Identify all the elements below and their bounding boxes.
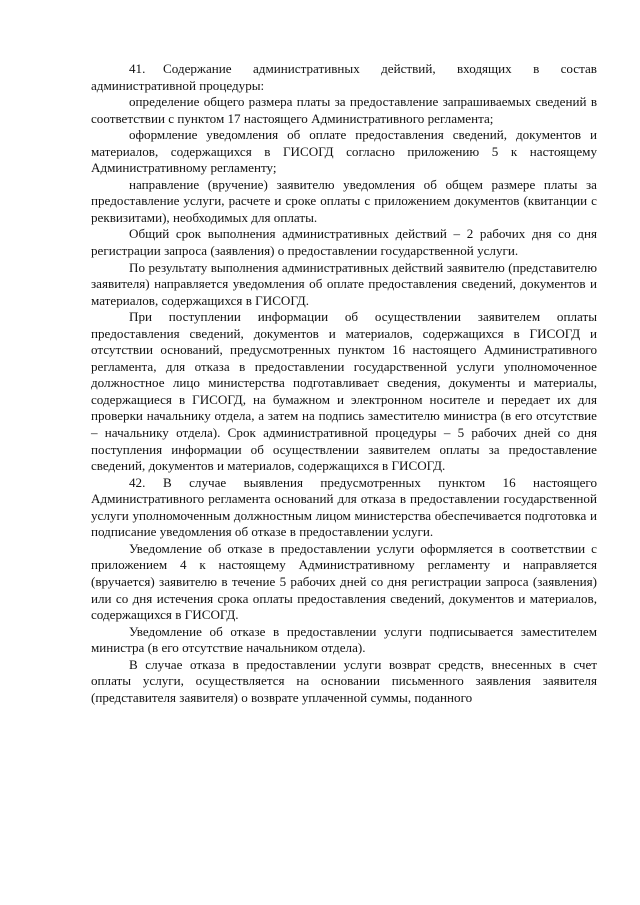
paragraph-text: В случае выявления предусмотренных пунктом 16 настоящего Административного регламента оснований для отказа в предоставлении государственной услуги уполномоченным должностным лицом министерства обеспечивается подготовка и подписание уведомления об отказе в предоставлении услуги. bbox=[91, 474, 597, 540]
paragraph: Общий срок выполнения административных действий – 2 рабочих дня со дня регистрации запроса (заявления) о предоставлении государственной услуги. bbox=[91, 226, 597, 259]
paragraph: направление (вручение) заявителю уведомления об общем размере платы за предоставление услуги, расчете и сроке оплаты с приложением документов (квитанции с реквизитами), необходимых для оплаты. bbox=[91, 176, 597, 225]
document-body bbox=[91, 61, 597, 706]
paragraph-42 bbox=[91, 475, 597, 541]
paragraph: Уведомление об отказе в предоставлении услуги оформляется в соответствии с приложением 4 к настоящему Административному регламенту и направляется (вручается) заявителю в течение 5 рабочих дней со дня регистрации запроса (заявления) или со дня истечения срока оплаты предоставления сведений, документов и материалов, содержащихся в ГИСОГД. bbox=[91, 540, 597, 623]
paragraph: оформление уведомления об оплате предоставления сведений, документов и материалов, содержащихся в ГИСОГД согласно приложению 5 к настоящему Административному регламенту; bbox=[91, 127, 597, 176]
paragraph-41 bbox=[91, 61, 597, 94]
paragraph: По результату выполнения административных действий заявителю (представителю заявителя) направляется уведомления об оплате предоставления сведений, документов и материалов, содержащихся в ГИСОГД. bbox=[91, 259, 597, 308]
paragraph-text: Содержание административных действий, входящих в состав административной процедуры: bbox=[91, 61, 597, 93]
paragraph-number: 41. bbox=[129, 61, 146, 76]
paragraph: определение общего размера платы за предоставление запрашиваемых сведений в соответствии с пунктом 17 настоящего Административного регламента; bbox=[91, 94, 597, 126]
paragraph: В случае отказа в предоставлении услуги возврат средств, внесенных в счет оплаты услуги, осуществляется на основании письменного заявления заявителя (представителя заявителя) о возврате уплаченной суммы, поданного bbox=[91, 656, 597, 705]
paragraph: При поступлении информации об осуществлении заявителем оплаты предоставления сведений, документов и материалов, содержащихся в ГИСОГД и отсутствии оснований, предусмотренных пунктом 16 настоящего Административного регламента, для отказа в предоставлении государственной услуги уполномоченное должностное лицо министерства подготавливает сведения, документы и материалы, содержащиеся в ГИСОГД, на бумажном и электронном носителе и передает их для проверки начальнику отдела, а затем на подпись заместителю министра (в его отсутствие – начальнику отдела). Срок административной процедуры – 5 рабочих дней со дня поступления информации об осуществлении заявителем оплаты за предоставление сведений, документов и материалов, содержащихся в ГИСОГД. bbox=[91, 309, 597, 474]
paragraph: Уведомление об отказе в предоставлении услуги подписывается заместителем министра (в его отсутствие начальником отдела). bbox=[91, 623, 597, 656]
paragraph-number: 42. bbox=[129, 474, 146, 490]
